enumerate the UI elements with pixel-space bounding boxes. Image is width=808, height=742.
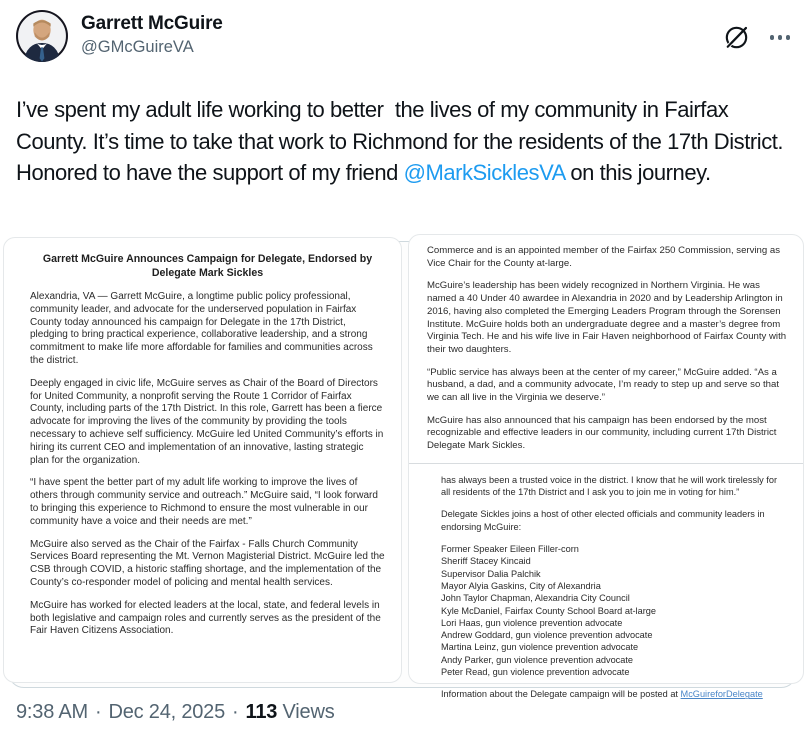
more-options-icon[interactable] xyxy=(770,31,791,44)
separator-dot: · xyxy=(94,701,102,723)
press-release-paragraph: McGuire’s leadership has been widely recognized in Northern Virginia. He was named a 40 Under 40 awardee in Alexandria in 2020 and by Leadership Arlington in 2016, having also completed the Emerging Leaders Program through the Sorensen Institute. McGuire holds both an undergraduate degree and a master’s degree from Virginia Tech. He and his wife live in Fair Haven neighborhood of Fairfax County with their two daughters. xyxy=(427,280,787,355)
tweet-header xyxy=(16,10,792,66)
views-count[interactable]: 113 xyxy=(245,701,278,723)
press-release-paragraph: Deeply engaged in civic life, McGuire serves as Chair of the Board of Directors for United Community, a nonprofit serving the Route 1 Corridor of Fairfax County, including parts of the 17th District. In this role, Garrett has been a fierce advocate for improving the lives of the community by providing the tools necessary to achieve self sufficiency. McGuire led United Community’s efforts in hiring its current CEO and implementation of an innovative, lasting strategic plan for the organization. xyxy=(30,377,384,466)
clipped-text-line xyxy=(441,688,787,700)
avatar-photo xyxy=(16,10,68,62)
endorsement-list-item: Mayor Alyia Gaskins, City of Alexandria xyxy=(441,580,601,591)
tweet-text-segment: I’ve spent my adult life working to better the lives of my community in Fairfax County. It’s time to take that work to Richmond for the residents of the 17th District. Honored to have the support of my friend xyxy=(16,97,789,185)
dot xyxy=(778,35,783,40)
header-actions xyxy=(723,24,791,51)
tweet-meta xyxy=(16,701,335,724)
press-release-paragraph: Commerce and is an appointed member of the Fairfax 250 Commission, serving as Vice Chair for the County at-large. xyxy=(427,245,780,269)
display-name[interactable]: Garrett McGuire xyxy=(81,13,223,34)
screenshot-seam-divider xyxy=(409,463,803,464)
dot xyxy=(770,35,775,40)
press-release-paragraph: Alexandria, VA — Garrett McGuire, a longtime public policy professional, community leader, and advocate for the underserved population in Fairfax County today announced his campaign for Delegate in the 17th District, pledging to bring practical experience, collaborative leadership, and a strong commitment to make life more affordable for families and communities across the district. xyxy=(30,291,373,366)
grok-actions-button[interactable] xyxy=(723,24,750,51)
press-release-paragraph: McGuire has also announced that his campaign has been endorsed by the most recognizable and effective leaders in our community, including current 17th District Delegate Mark Sickles. xyxy=(427,414,777,452)
endorsement-list-item: Supervisor Dalia Palchik xyxy=(441,568,541,579)
timestamp: 9:38 AM xyxy=(16,701,88,723)
press-release-paragraph: McGuire has worked for elected leaders at the local, state, and federal levels in both legislative and campaign roles and currently serves as the president of the Fair Haven Citizens Association. xyxy=(30,599,381,637)
separator-dot: · xyxy=(232,701,239,723)
endorsement-quote: has always been a trusted voice in the district. I know that he will work tirelessly for all residents of the 17th District and I ask you to join me in voting for him.” xyxy=(441,474,777,498)
tweet-media-card[interactable] xyxy=(8,241,797,700)
views-label: Views xyxy=(277,701,335,723)
endorsement-list-item: Andy Parker, gun violence prevention advocate xyxy=(441,654,634,665)
press-release-title: Garrett McGuire Announces Campaign for Delegate, Endorsed by Delegate Mark Sickles xyxy=(42,253,373,279)
clipped-text: Information about the Delegate campaign will be posted at xyxy=(441,689,681,700)
user-names xyxy=(81,10,223,57)
user-handle: @GMcGuireVA xyxy=(81,38,194,56)
endorsement-list-item: Peter Read, gun violence prevention advocate xyxy=(441,667,630,677)
endorsement-list-item: Sheriff Stacey Kincaid xyxy=(441,556,531,567)
tweet-text xyxy=(16,94,794,189)
endorsement-list-item: Kyle McDaniel, Fairfax County School Board at-large xyxy=(441,605,656,616)
press-release-right-page xyxy=(408,234,804,700)
endorsement-list-item: Andrew Goddard, gun violence prevention advocate xyxy=(441,630,653,641)
press-release-endorsement-section xyxy=(441,474,787,701)
avatar[interactable] xyxy=(16,10,68,62)
press-release-paragraph: McGuire also served as the Chair of the Fairfax - Falls Church Community Services Board representing the Mt. Vernon Magisterial District. McGuire led the CSB through COVID, a historic staffing shortage, and the implementation of the County’s co-responder model of policing and mental health services. xyxy=(30,538,385,588)
press-release-paragraph: “Public service has always been at the center of my career,” McGuire added. “As a husband, a dad, and a community advocate, I’m ready to step up and serve so that we can all live in the Virginia we deserve.” xyxy=(427,366,779,404)
date: Dec 24, 2025 xyxy=(108,701,226,723)
dot xyxy=(786,35,791,40)
endorsement-list-item: Martina Leinz, gun violence prevention advocate xyxy=(441,642,639,653)
mention-link[interactable]: @MarkSicklesVA xyxy=(403,160,565,185)
endorsement-list-item: Former Speaker Eileen Filler-corn xyxy=(441,544,579,555)
clipped-link: McGuireforDelegate xyxy=(680,689,763,700)
endorsement-list xyxy=(441,543,787,678)
grok-slash-circle-icon xyxy=(723,24,750,51)
endorsement-list-item: Lori Haas, gun violence prevention advocate xyxy=(441,617,623,628)
endorsement-intro: Delegate Sickles joins a host of other elected officials and community leaders in endorsing McGuire: xyxy=(441,509,765,532)
press-release-paragraph: “I have spent the better part of my adult life working to improve the lives of others through community service and outreach.” McGuire said, “I look forward to bringing this experience to Richmond to ensure the most vulnerable in our community have a voice and their needs are met.” xyxy=(30,477,378,527)
tweet-text-segment: on this journey. xyxy=(564,160,711,185)
endorsement-list-item: John Taylor Chapman, Alexandria City Council xyxy=(441,593,630,604)
press-release-left-page xyxy=(3,237,402,683)
